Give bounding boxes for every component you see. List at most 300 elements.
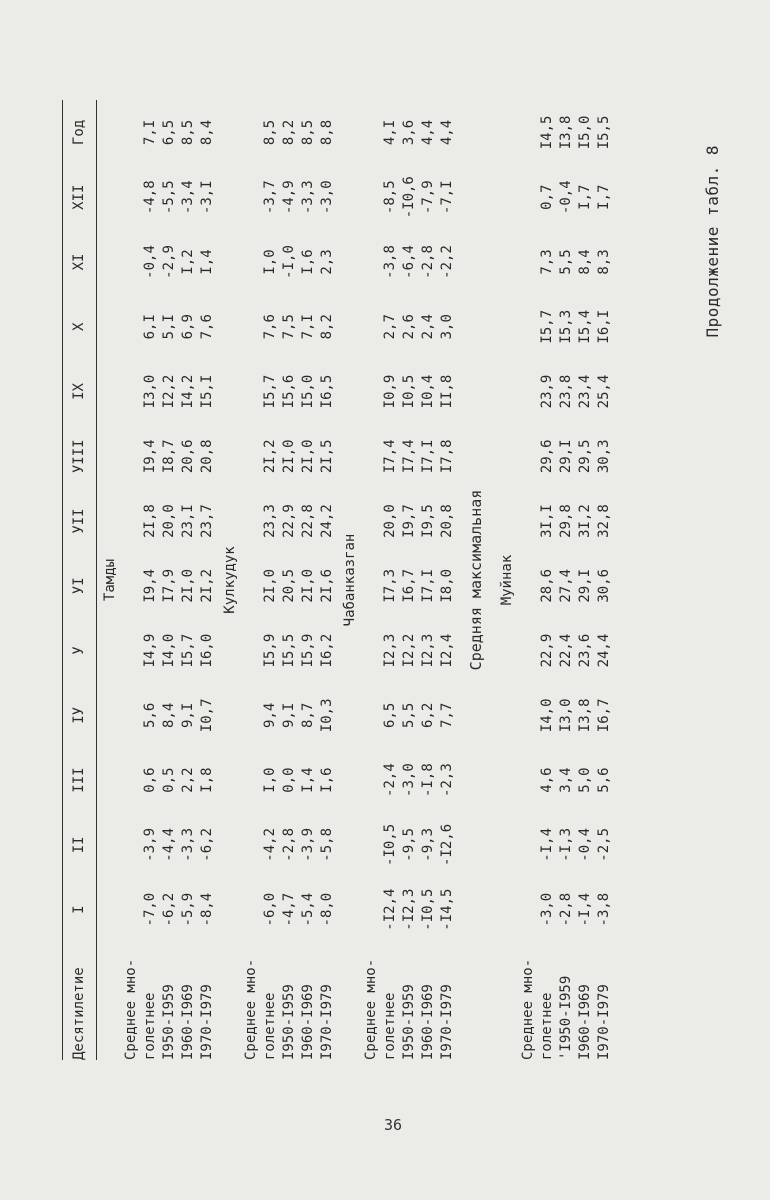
value-cell: 0,5 (161, 767, 177, 793)
value-cell: I,4 (199, 249, 215, 275)
empty-cell (362, 618, 381, 683)
value-cell: 8,2 (319, 314, 335, 340)
empty-cell (362, 100, 381, 165)
empty-cell (362, 294, 381, 359)
value-cell: 7,I (300, 314, 316, 340)
value-cell: 2,2 (180, 767, 196, 793)
value-cell: II,8 (439, 374, 455, 409)
empty-cell (122, 812, 141, 877)
header-month: X (63, 294, 97, 359)
table-row (242, 100, 261, 1060)
value-cell: 2,3 (319, 249, 335, 275)
empty-cell (362, 165, 381, 230)
value-cell: I5,7 (539, 309, 555, 344)
empty-cell (362, 683, 381, 748)
value-cell: -7,0 (142, 892, 158, 927)
value-cell: 8,2 (281, 119, 297, 146)
value-cell: 3,4 (558, 767, 574, 793)
value-cell: 7,I (142, 119, 158, 146)
empty-cell (242, 812, 261, 877)
header-month: IX (63, 359, 97, 424)
value-cell: I8,7 (161, 439, 177, 474)
value-cell: 7,6 (199, 314, 215, 340)
header-month: II (63, 812, 97, 877)
value-cell: -3,I (199, 180, 215, 215)
value-cell: -I,3 (558, 828, 574, 862)
table-row (122, 100, 141, 1060)
value-cell: -8,4 (199, 892, 215, 927)
value-cell: -3,9 (142, 828, 158, 862)
header-month: УII (63, 489, 97, 554)
value-cell: -2,8 (281, 828, 297, 862)
value-cell: -6,2 (161, 892, 177, 927)
value-cell: 20,0 (382, 504, 398, 538)
decade-label: Среднее мно- (520, 958, 536, 1060)
value-cell: 9,I (180, 702, 196, 728)
value-cell: -4,4 (161, 828, 177, 862)
value-cell: 8,5 (262, 119, 278, 146)
empty-cell (242, 359, 261, 424)
value-cell: 8,4 (577, 249, 593, 275)
value-cell: 3,0 (439, 314, 455, 340)
value-cell: I2,4 (439, 633, 455, 668)
empty-cell (242, 748, 261, 813)
value-cell: 4,6 (539, 767, 555, 793)
value-cell: 22,9 (281, 504, 297, 538)
empty-cell (519, 877, 538, 942)
empty-cell (122, 424, 141, 489)
empty-cell (242, 230, 261, 295)
table-caption: Продолжение табл. 8 (703, 145, 722, 338)
value-cell: 0,7 (539, 184, 555, 210)
value-cell: 6,2 (420, 702, 436, 728)
value-cell: -2,5 (596, 828, 612, 862)
table-row (198, 100, 217, 1060)
empty-cell (242, 489, 261, 554)
value-cell: -8,0 (319, 892, 335, 927)
value-cell: I,0 (262, 249, 278, 275)
value-cell: I7,4 (382, 439, 398, 474)
table-row (381, 100, 400, 1060)
value-cell: -6,4 (401, 245, 417, 279)
value-cell: 0,6 (142, 767, 158, 793)
value-cell: 6,5 (161, 119, 177, 146)
value-cell: 23,3 (262, 504, 278, 538)
value-cell: 29,I (577, 568, 593, 603)
value-cell: -6,2 (199, 828, 215, 862)
value-cell: I3,8 (577, 698, 593, 733)
header-month: Год (63, 100, 97, 165)
value-cell: 22,4 (558, 633, 574, 668)
value-cell: I6,2 (319, 633, 335, 668)
value-cell: 8,3 (596, 249, 612, 275)
value-cell: 8,7 (300, 702, 316, 728)
value-cell: -I0,6 (401, 176, 417, 219)
empty-cell (122, 618, 141, 683)
value-cell: 4,4 (420, 119, 436, 146)
value-cell: I5,0 (300, 374, 316, 409)
value-cell: -2,8 (558, 892, 574, 927)
value-cell: I5,5 (596, 115, 612, 150)
value-cell: 2I,0 (300, 568, 316, 603)
empty-cell (519, 165, 538, 230)
value-cell: I5,9 (300, 633, 316, 668)
decade-label-cont: голетнее (382, 992, 398, 1060)
decade-label: I960-I969 (300, 984, 316, 1060)
empty-cell (519, 553, 538, 618)
value-cell: 4,I (382, 119, 398, 146)
value-cell: I5,6 (281, 374, 297, 409)
value-cell: I2,2 (401, 633, 417, 668)
empty-cell (362, 877, 381, 942)
value-cell: -3,0 (539, 892, 555, 927)
value-cell: 23,8 (558, 374, 574, 409)
value-cell: 3I,I (539, 504, 555, 538)
station-name: Чабанказган (342, 533, 358, 627)
value-cell: I,8 (199, 767, 215, 793)
empty-cell (519, 812, 538, 877)
decade-label: I960-I969 (420, 984, 436, 1060)
value-cell: I4,0 (161, 633, 177, 668)
value-cell: 8,8 (319, 119, 335, 146)
empty-cell (519, 294, 538, 359)
value-cell: I9,4 (142, 439, 158, 474)
header-month: УI (63, 553, 97, 618)
value-cell: I,6 (300, 249, 316, 275)
value-cell: I0,4 (420, 374, 436, 409)
value-cell: 23,7 (199, 504, 215, 538)
empty-cell (362, 748, 381, 813)
value-cell: -9,3 (420, 828, 436, 862)
decade-label: I950-I959 (281, 984, 297, 1060)
empty-cell (362, 812, 381, 877)
group-title-row (457, 100, 494, 1060)
table-row (261, 100, 280, 1060)
value-cell: -I2,4 (382, 888, 398, 931)
value-cell: 2I,0 (300, 439, 316, 474)
value-cell: 8,5 (180, 119, 196, 146)
value-cell: I6,7 (596, 698, 612, 733)
empty-cell (519, 683, 538, 748)
empty-cell (122, 165, 141, 230)
table-row (280, 100, 299, 1060)
value-cell: -5,8 (319, 828, 335, 862)
empty-cell (519, 359, 538, 424)
value-cell: 5,0 (577, 767, 593, 793)
value-cell: -6,0 (262, 892, 278, 927)
value-cell: 7,3 (539, 249, 555, 275)
temperature-table (62, 100, 614, 1060)
value-cell: 2I,8 (142, 504, 158, 538)
table-row (419, 100, 438, 1060)
value-cell: -I,4 (539, 828, 555, 862)
header-month: IУ (63, 683, 97, 748)
value-cell: I4,0 (539, 698, 555, 733)
empty-cell (362, 230, 381, 295)
value-cell: I,0 (262, 767, 278, 793)
value-cell: -I2,3 (401, 888, 417, 931)
value-cell: -2,3 (439, 763, 455, 797)
value-cell: 2I,2 (262, 439, 278, 474)
value-cell: 29,I (558, 439, 574, 474)
value-cell: -0,4 (558, 180, 574, 215)
table-row (179, 100, 198, 1060)
decade-label: I950-I959 (401, 984, 417, 1060)
empty-cell (242, 618, 261, 683)
decade-label-cont: голетнее (539, 992, 555, 1060)
value-cell: -I,8 (420, 763, 436, 797)
table-row (519, 100, 538, 1060)
value-cell: -9,5 (401, 828, 417, 862)
value-cell: -4,9 (281, 180, 297, 215)
value-cell: 2I,5 (319, 439, 335, 474)
value-cell: 2,4 (420, 314, 436, 340)
value-cell: -0,4 (142, 245, 158, 279)
value-cell: -I,0 (281, 245, 297, 279)
empty-cell (242, 683, 261, 748)
value-cell: I9,4 (142, 568, 158, 603)
value-cell: I,2 (180, 249, 196, 275)
value-cell: 6,9 (180, 314, 196, 340)
value-cell: -I2,6 (439, 823, 455, 866)
empty-cell (519, 100, 538, 165)
value-cell: 29,8 (558, 504, 574, 538)
value-cell: I7,I (420, 568, 436, 603)
value-cell: -4,2 (262, 828, 278, 862)
value-cell: 30,3 (596, 439, 612, 474)
value-cell: -3,0 (319, 180, 335, 215)
value-cell: I0,7 (199, 698, 215, 733)
empty-cell (519, 424, 538, 489)
value-cell: 20,0 (161, 504, 177, 538)
value-cell: -3,9 (300, 828, 316, 862)
decade-label: I970-I979 (439, 984, 455, 1060)
value-cell: I2,3 (382, 633, 398, 668)
table-row (362, 100, 381, 1060)
value-cell: -8,5 (382, 180, 398, 215)
value-cell: I3,8 (558, 115, 574, 150)
value-cell: I7,3 (382, 568, 398, 603)
value-cell: 6,I (142, 314, 158, 340)
empty-cell (242, 877, 261, 942)
empty-cell (122, 100, 141, 165)
header-month: XI (63, 230, 97, 295)
empty-cell (122, 553, 141, 618)
value-cell: I4,5 (539, 115, 555, 150)
value-cell: I6,7 (401, 568, 417, 603)
empty-cell (122, 877, 141, 942)
value-cell: I8,0 (439, 568, 455, 603)
value-cell: 8,5 (300, 119, 316, 146)
value-cell: 5,6 (596, 767, 612, 793)
empty-cell (242, 424, 261, 489)
value-cell: I9,7 (401, 504, 417, 538)
value-cell: 9,4 (262, 702, 278, 728)
station-name: Муйнак (499, 554, 515, 606)
empty-cell (362, 553, 381, 618)
value-cell: I7,9 (161, 568, 177, 603)
empty-cell (122, 359, 141, 424)
table-row (557, 100, 576, 1060)
value-cell: I7,8 (439, 439, 455, 474)
table-row (576, 100, 595, 1060)
value-cell: -4,8 (142, 180, 158, 215)
value-cell: 23,9 (539, 374, 555, 409)
empty-cell (519, 748, 538, 813)
value-cell: 2,6 (401, 314, 417, 340)
value-cell: I5,7 (262, 374, 278, 409)
value-cell: 27,4 (558, 568, 574, 603)
value-cell: 23,4 (577, 374, 593, 409)
value-cell: 0,0 (281, 767, 297, 793)
value-cell: 7,7 (439, 702, 455, 728)
empty-cell (519, 489, 538, 554)
empty-cell (122, 294, 141, 359)
value-cell: I4,2 (180, 374, 196, 409)
value-cell: I5,5 (281, 633, 297, 668)
value-cell: 24,2 (319, 504, 335, 538)
value-cell: 3I,2 (577, 504, 593, 538)
value-cell: I,7 (596, 184, 612, 210)
value-cell: I2,3 (420, 633, 436, 668)
empty-cell (362, 359, 381, 424)
value-cell: I,6 (319, 767, 335, 793)
decade-label: I970-I979 (596, 984, 612, 1060)
value-cell: I5,0 (577, 115, 593, 150)
value-cell: 9,I (281, 702, 297, 728)
value-cell: I5,3 (558, 309, 574, 344)
decade-label: I960-I969 (180, 984, 196, 1060)
value-cell: -3,4 (180, 180, 196, 215)
value-cell: 2I,2 (199, 568, 215, 603)
value-cell: 4,4 (439, 119, 455, 146)
value-cell: -5,9 (180, 892, 196, 927)
value-cell: 22,8 (300, 504, 316, 538)
value-cell: 25,4 (596, 374, 612, 409)
value-cell: -I0,5 (382, 823, 398, 866)
decade-label-cont: голетнее (142, 992, 158, 1060)
station-row (97, 100, 123, 1060)
value-cell: I4,9 (142, 633, 158, 668)
value-cell: 7,5 (281, 314, 297, 340)
value-cell: -3,8 (382, 245, 398, 279)
value-cell: I5,I (199, 374, 215, 409)
table-row (400, 100, 419, 1060)
value-cell: -2,8 (420, 245, 436, 279)
value-cell: I6,0 (199, 633, 215, 668)
value-cell: I0,5 (401, 374, 417, 409)
station-name: Тамды (102, 558, 118, 602)
value-cell: 7,6 (262, 314, 278, 340)
empty-cell (519, 618, 538, 683)
value-cell: 5,I (161, 314, 177, 340)
value-cell: 6,5 (382, 702, 398, 728)
empty-cell (519, 230, 538, 295)
header-decade: Десятилетие (63, 942, 97, 1060)
value-cell: 20,8 (439, 504, 455, 538)
value-cell: I3,0 (558, 698, 574, 733)
decade-label: I970-I979 (319, 984, 335, 1060)
value-cell: 32,8 (596, 504, 612, 538)
table-row (141, 100, 160, 1060)
value-cell: 29,6 (539, 439, 555, 474)
station-row (217, 100, 242, 1060)
table-row (438, 100, 457, 1060)
empty-cell (362, 424, 381, 489)
value-cell: -3,0 (401, 763, 417, 797)
decade-label-cont: голетнее (262, 992, 278, 1060)
value-cell: I5,9 (262, 633, 278, 668)
value-cell: -0,4 (577, 828, 593, 862)
header-month: У (63, 618, 97, 683)
table-row (160, 100, 179, 1060)
value-cell: -2,9 (161, 245, 177, 279)
value-cell: 2I,0 (180, 568, 196, 603)
empty-cell (242, 294, 261, 359)
decade-label: 'I950-I959 (558, 975, 574, 1060)
value-cell: -7,I (439, 180, 455, 215)
value-cell: -7,9 (420, 180, 436, 215)
value-cell: I0,3 (319, 698, 335, 733)
decade-label: I960-I969 (577, 984, 593, 1060)
value-cell: I7,I (420, 439, 436, 474)
table-header-row (63, 100, 97, 1060)
empty-cell (122, 230, 141, 295)
decade-label: Среднее мно- (363, 958, 379, 1060)
decade-label: Среднее мно- (243, 958, 259, 1060)
value-cell: I5,7 (180, 633, 196, 668)
value-cell: I,7 (577, 184, 593, 210)
value-cell: -I,4 (577, 892, 593, 927)
value-cell: -2,4 (382, 763, 398, 797)
table-row (299, 100, 318, 1060)
value-cell: 2I,0 (262, 568, 278, 603)
station-row (494, 100, 519, 1060)
value-cell: I7,4 (401, 439, 417, 474)
page-number: 36 (384, 1116, 403, 1134)
value-cell: 8,4 (199, 119, 215, 146)
value-cell: -2,2 (439, 245, 455, 279)
empty-cell (362, 489, 381, 554)
value-cell: 23,6 (577, 633, 593, 668)
station-row (337, 100, 362, 1060)
table-row (538, 100, 557, 1060)
header-month: XII (63, 165, 97, 230)
value-cell: 20,6 (180, 439, 196, 474)
table-row (318, 100, 337, 1060)
empty-cell (242, 100, 261, 165)
value-cell: I2,2 (161, 374, 177, 409)
empty-cell (242, 165, 261, 230)
value-cell: 29,5 (577, 439, 593, 474)
value-cell: 23,I (180, 504, 196, 538)
value-cell: -4,7 (281, 892, 297, 927)
empty-cell (242, 553, 261, 618)
value-cell: -I4,5 (439, 888, 455, 931)
value-cell: I9,5 (420, 504, 436, 538)
group-title: Средняя максимальная (467, 489, 485, 671)
value-cell: -I0,5 (420, 888, 436, 931)
value-cell: -5,4 (300, 892, 316, 927)
value-cell: 5,6 (142, 702, 158, 728)
empty-cell (122, 748, 141, 813)
value-cell: -3,3 (300, 180, 316, 215)
value-cell: 5,5 (401, 702, 417, 728)
value-cell: 28,6 (539, 568, 555, 603)
station-name: Кулкудук (222, 546, 238, 614)
value-cell: -5,5 (161, 180, 177, 215)
value-cell: 3,6 (401, 119, 417, 146)
